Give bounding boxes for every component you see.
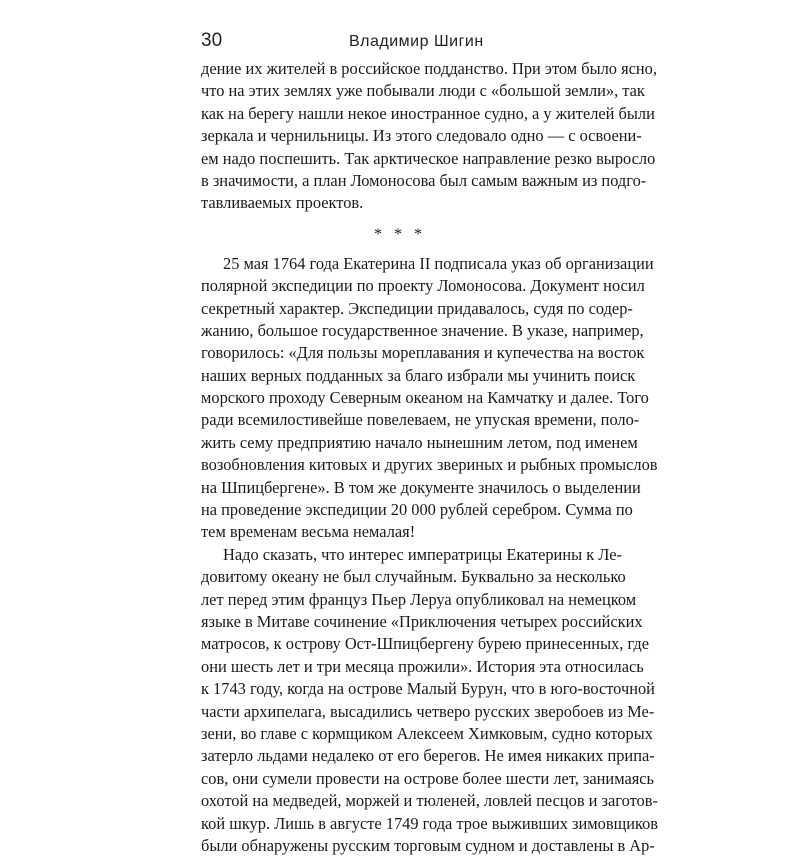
text-line: 25 мая 1764 года Екатерина II подписала указ об организации — [223, 253, 654, 273]
text-line: были обнаружены русским торговым судном и доставлены в Ар- — [201, 835, 655, 855]
page-number: 30 — [201, 30, 223, 51]
text-line: на Шпицбергене». В том же документе значилось о выделении — [201, 477, 641, 497]
text-line: на проведение экспедиции 20 000 рублей серебром. Сумма по — [201, 500, 633, 520]
text-line: сов, они сумели провести на острове более шести лет, занимаясь — [201, 768, 655, 788]
text-line: зеркала и чернильницы. Из этого следовало одно — с освоени- — [201, 126, 642, 146]
text-line: наших верных подданных за благо избрали мы учинить поиск — [201, 365, 636, 385]
running-title-author: Владимир Шигин — [349, 33, 484, 50]
text-line: дение их жителей в российское подданство. При этом было ясно, — [201, 59, 657, 78]
text-line: ради всемилостивейше повелеваем, не упуская времени, поло- — [201, 410, 640, 430]
running-head — [201, 27, 601, 55]
text-line: довитому океану не был случайным. Буквально за несколько — [201, 567, 626, 587]
text-line: Надо сказать, что интерес императрицы Екатерины к Ле- — [223, 544, 622, 564]
text-line: возобновления китовых и других звериных и рыбных промыслов — [201, 455, 658, 475]
text-line: в значимости, а план Ломоносова был самым важным из подго- — [201, 170, 647, 190]
text-line: охотой на медведей, моржей и тюленей, ловлей песцов и заготов- — [201, 791, 658, 811]
text-line: они шесть лет и три месяца прожили». История эта относилась — [201, 656, 644, 676]
text-line: полярной экспедиции по проекту Ломоносова. Документ носил — [201, 276, 645, 296]
paragraph — [201, 253, 658, 544]
text-line: как на берегу нашли некое иностранное судно, а у жителей были — [201, 103, 655, 123]
text-line: языке в Митаве сочинение «Приключения четырех российских — [201, 611, 643, 631]
text-line: морского проходу Северным океаном на Камчатку и далее. Того — [201, 388, 649, 408]
body-text — [201, 58, 659, 857]
text-line: ем надо поспешить. Так арктическое направление резко выросло — [201, 148, 656, 168]
text-line: говорилось: «Для пользы мореплавания и купечества на восток — [201, 343, 645, 363]
text-line: затерло льдами недалеко от его берегов. Не имея никаких припа- — [201, 746, 655, 766]
text-line: тем временам весьма немалая! — [201, 522, 416, 542]
section-separator: * * * — [374, 225, 426, 243]
paragraph — [201, 58, 657, 215]
text-line: тавливаемых проектов. — [201, 193, 364, 213]
text-line: части архипелага, высадились четверо русских зверобоев из Ме- — [201, 701, 655, 721]
paragraph — [201, 544, 659, 857]
text-line: жить сему предприятию начало нынешним летом, под именем — [201, 432, 638, 452]
text-line: лет перед этим француз Пьер Леруа опубликовал на немецком — [201, 589, 637, 609]
text-line: кой шкур. Лишь в августе 1749 года трое выживших зимовщиков — [201, 813, 659, 833]
text-line: что на этих землях уже побывали люди с «большой земли», так — [201, 81, 645, 101]
text-line: жанию, большое государственное значение. В указе, например, — [201, 320, 644, 340]
text-line: матросов, к острову Ост-Шпицбергену бурею принесенных, где — [201, 634, 649, 654]
text-line: секретный характер. Экспедиции придавалось, судя по содер- — [201, 298, 633, 318]
text-line: зени, во главе с кормщиком Алексеем Химковым, судно которых — [201, 723, 653, 743]
text-line: к 1743 году, когда на острове Малый Бурун, что в юго-восточной — [201, 679, 655, 699]
